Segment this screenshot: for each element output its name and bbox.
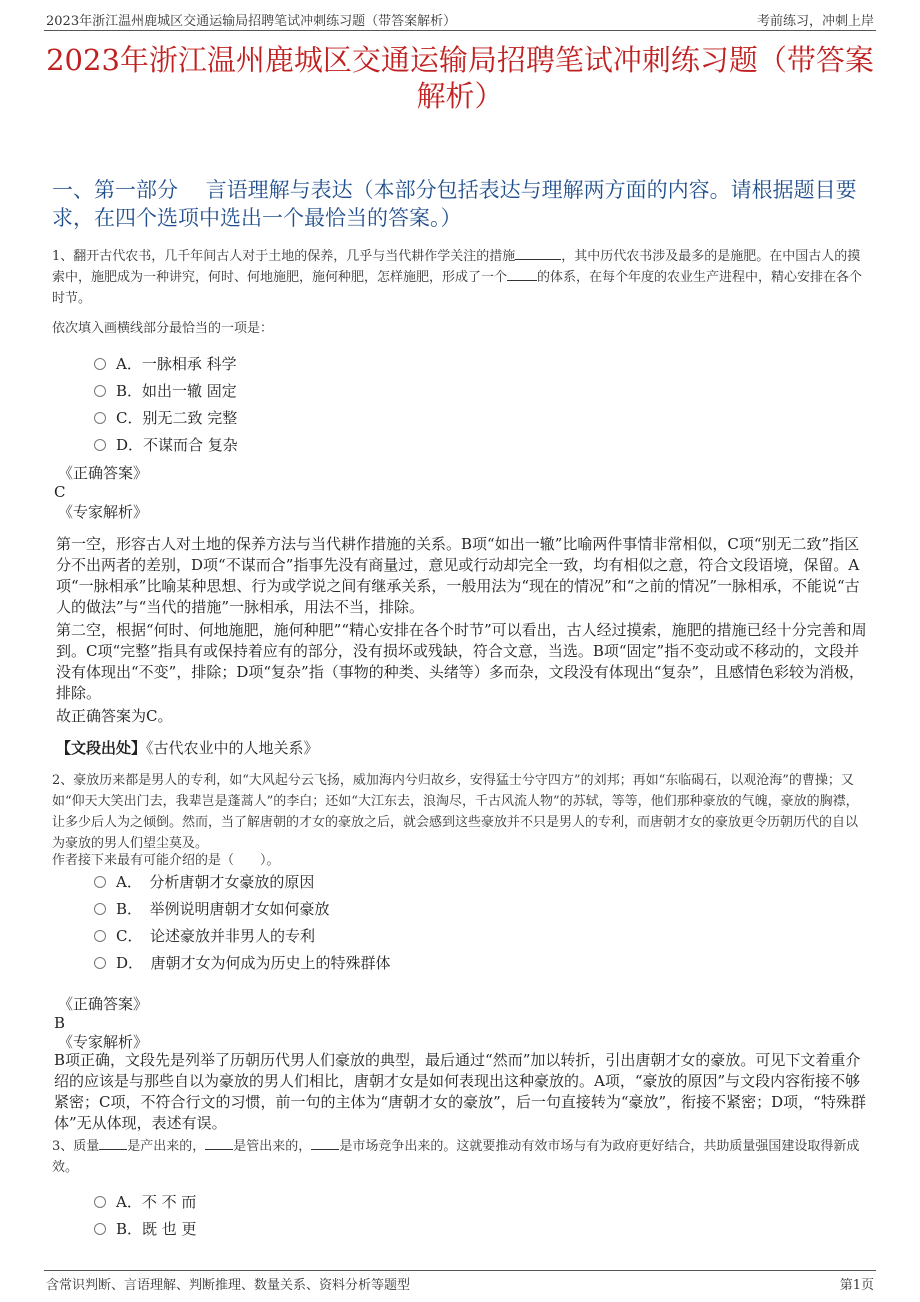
blank-2 [507,268,537,281]
q2-analysis: B项正确，文段先是列举了历朝历代男人们豪放的典型，最后通过“然而”加以转折，引出唐朝才女的豪放。可见下文着重介绍的应该是与那些自以为豪放的男人们相比，唐朝才女是如何表现出这种豪放的。A项，“豪放的原因”与文段内容衔接不够紧密；C项，不符合行文的习惯，前一句的主体为“唐朝才女的豪放”，后一句直接转为“豪放”，衔接不紧密；D项，“特殊群体”无从体现，表述有误。 [54,1051,866,1132]
q2-option-c[interactable]: C． 论述豪放并非男人的专利 [94,926,315,946]
footer-divider [44,1270,876,1271]
question-3-text: 3、质量 是产出来的， 是管出来的， 是市场竞争出来的。这就要推动有效市场与有为政府更好结合，共助质量强国建设取得新成效。 [52,1139,860,1175]
header-left-text: 2023年浙江温州鹿城区交通运输局招聘笔试冲刺练习题（带答案解析） [46,14,457,29]
blank-2 [205,1137,233,1150]
q2-answer-label: 《正确答案》 [58,995,149,1013]
radio-icon[interactable] [94,385,106,397]
question-1-prompt: 依次填入画横线部分最恰当的一项是： [52,321,274,336]
question-1-text: 1、翻开古代农书，几千年间古人对于土地的保养，几乎与当代耕作学关注的措施 ，其中历代农书涉及最多的是施肥。在中国古人的摸索中，施肥成为一种讲究，何时、何地施肥，施何种肥，怎样施肥，形成了一个 的体系，在每个年度的农业生产进程中，精心安排在各个时节。 [52,249,863,306]
q1-analysis-paragraph-2: 第二空，根据“何时、何地施肥，施何种肥”“精心安排在各个时节”可以看出，古人经过摸索，施肥的措施已经十分完善和周到。C项“完整”指具有或保持着应有的部分，没有损坏或残缺，符合文意，当选。B项“固定”指不变动或不移动的，文段并没有体现出“不变”，排除；D项“复杂”指（事物的种类、头绪等）多而杂，文段没有体现出“复杂”，且感情色彩较为消极，排除。 [56,621,867,702]
radio-icon[interactable] [94,903,106,915]
radio-icon[interactable] [94,439,106,451]
radio-icon[interactable] [94,876,106,888]
blank-1 [99,1137,127,1150]
radio-icon[interactable] [94,930,106,942]
q1-option-a[interactable]: A．一脉相承 科学 [94,354,237,374]
page-title: 2023年浙江温州鹿城区交通运输局招聘笔试冲刺练习题（带答案解析） [46,43,874,113]
section-heading: 一、第一部分 言语理解与表达（本部分包括表达与理解两方面的内容。请根据题目要求，在四个选项中选出一个最恰当的答案。） [52,178,857,230]
blank-1 [515,247,561,260]
q3-option-b[interactable]: B．既 也 更 [94,1219,197,1239]
q1-option-d[interactable]: D．不谋而合 复杂 [94,435,238,455]
radio-icon[interactable] [94,358,106,370]
q1-analysis-conclusion: 故正确答案为C。 [56,707,173,725]
q1-answer-label: 《正确答案》 [58,464,149,482]
radio-icon[interactable] [94,412,106,424]
q1-source: 【文段出处】《古代农业中的人地关系》 [56,739,319,757]
header-right-text: 考前练习，冲刺上岸 [756,14,874,29]
q1-answer: C [54,483,66,501]
q1-analysis-label: 《专家解析》 [58,503,149,521]
q2-option-a[interactable]: A． 分析唐朝才女豪放的原因 [94,872,314,892]
q1-option-b[interactable]: B．如出一辙 固定 [94,381,237,401]
q2-option-b[interactable]: B． 举例说明唐朝才女如何豪放 [94,899,330,919]
q1-option-c[interactable]: C．别无二致 完整 [94,408,237,428]
radio-icon[interactable] [94,1223,106,1235]
page-number: 第1页 [839,1278,874,1293]
blank-3 [311,1137,339,1150]
footer-left-text: 含常识判断、言语理解、判断推理、数量关系、资料分析等题型 [46,1278,411,1293]
q2-answer: B [54,1014,66,1032]
radio-icon[interactable] [94,957,106,969]
radio-icon[interactable] [94,1196,106,1208]
q1-analysis-paragraph-1: 第一空，形容古人对土地的保养方法与当代耕作措施的关系。B项“如出一辙”比喻两件事情非常相似，C项“别无二致”指区分不出两者的差别，D项“不谋而合”指事先没有商量过，意见或行动却完全一致，均有相似之意，符合文段语境，保留。A项“一脉相承”比喻某种思想、行为或学说之间有继承关系，一般用法为“现在的情况”和“之前的情况”一脉相承，不能说“古人的做法”与“当代的措施”一脉相承，用法不当，排除。 [56,535,860,616]
header-divider [44,30,876,31]
question-2-text: 2、豪放历来都是男人的专利，如“大风起兮云飞扬，威加海内兮归故乡，安得猛士兮守四方”的刘邦；再如“东临碣石，以观沧海”的曹操；又如“仰天大笑出门去，我辈岂是蓬蒿人”的李白；还如“大江东去，浪淘尽，千古风流人物”的苏轼，等等，他们那种豪放的气魄，豪放的胸襟，让多少后人为之倾倒。然而，当了解唐朝的才女的豪放之后，就会感到这些豪放并不只是男人的专利，而唐朝才女的豪放更令历朝历代的自以为豪放的男人们望尘莫及。 [52,773,859,851]
q2-option-d[interactable]: D． 唐朝才女为何成为历史上的特殊群体 [94,953,391,973]
q2-analysis-label: 《专家解析》 [58,1033,149,1051]
question-2-prompt: 作者接下来最有可能介绍的是（ ）。 [52,853,280,868]
q3-option-a[interactable]: A．不 不 而 [94,1192,196,1212]
